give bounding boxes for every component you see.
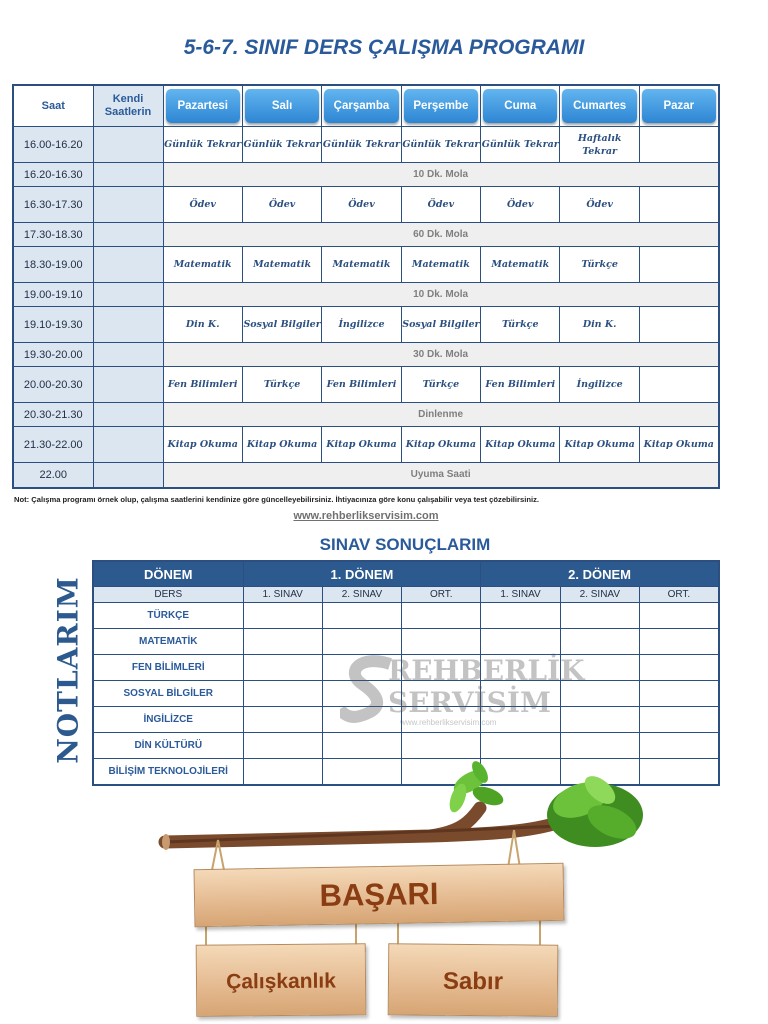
period-1-header: 1. DÖNEM (243, 561, 481, 587)
activity-cell: Matematik (481, 247, 560, 283)
activity-cell: Kitap Okuma (401, 427, 480, 463)
caliskanlik-sign-label: Çalışkanlık (226, 969, 336, 994)
subcol-header: 2. SINAV (560, 587, 639, 603)
break-cell: 60 Dk. Mola (163, 223, 719, 247)
activity-cell: Ödev (163, 187, 242, 223)
activity-cell: Matematik (242, 247, 321, 283)
activity-cell: Fen Bilimleri (481, 367, 560, 403)
time-cell: 22.00 (13, 463, 93, 488)
time-cell: 20.00-20.30 (13, 367, 93, 403)
subject-cell: İNGİLİZCE (93, 707, 243, 733)
day-header-carsamba: Çarşamba (324, 89, 398, 123)
time-cell: 16.30-17.30 (13, 187, 93, 223)
activity-cell: Haftalık Tekrar (560, 127, 639, 163)
day-header-persembe: Perşembe (404, 89, 478, 123)
activity-cell: Ödev (401, 187, 480, 223)
basari-sign-label: BAŞARI (319, 875, 439, 914)
break-cell: 10 Dk. Mola (163, 163, 719, 187)
ders-header: DERS (93, 587, 243, 603)
subcol-header: 1. SINAV (481, 587, 560, 603)
day-header-pazar: Pazar (642, 89, 716, 123)
activity-cell: Türkçe (481, 307, 560, 343)
activity-cell: Sosyal Bilgiler (242, 307, 321, 343)
watermark-url: www.rehberlikservisim.com (400, 718, 497, 727)
donem-header: DÖNEM (93, 561, 243, 587)
activity-cell: Kitap Okuma (163, 427, 242, 463)
activity-cell: Ödev (322, 187, 401, 223)
schedule-note: Not: Çalışma programı örnek olup, çalışma saatlerini kendinize göre güncelleyebilirsiniz. İhtiyacınıza göre konu çalışabilir veya test çözebilirsiniz. (14, 495, 539, 504)
activity-cell: Din K. (163, 307, 242, 343)
activity-cell: Ödev (481, 187, 560, 223)
time-cell: 19.10-19.30 (13, 307, 93, 343)
activity-cell: Günlük Tekrar (401, 127, 480, 163)
subject-cell: FEN BİLİMLERİ (93, 655, 243, 681)
activity-cell: Kitap Okuma (481, 427, 560, 463)
activity-cell: Ödev (560, 187, 639, 223)
activity-cell: Kitap Okuma (242, 427, 321, 463)
time-cell: 16.20-16.30 (13, 163, 93, 187)
activity-cell: Türkçe (242, 367, 321, 403)
activity-cell: Din K. (560, 307, 639, 343)
period-2-header: 2. DÖNEM (481, 561, 719, 587)
saat-header: Saat (13, 85, 93, 127)
activity-cell: İngilizce (560, 367, 639, 403)
activity-cell: Günlük Tekrar (481, 127, 560, 163)
activity-cell: Matematik (322, 247, 401, 283)
watermark-line2: SERVİSİM (388, 686, 551, 719)
break-cell: 30 Dk. Mola (163, 343, 719, 367)
page-title: 5-6-7. SINIF DERS ÇALIŞMA PROGRAMI (183, 36, 585, 59)
time-cell: 20.30-21.30 (13, 403, 93, 427)
activity-cell: Kitap Okuma (322, 427, 401, 463)
exam-title: SINAV SONUÇLARIM (319, 535, 491, 554)
time-cell: 19.30-20.00 (13, 343, 93, 367)
basari-sign (194, 863, 565, 927)
time-cell: 17.30-18.30 (13, 223, 93, 247)
watermark-line1: REHBERLİK (388, 654, 585, 687)
subcol-header: 1. SINAV (243, 587, 322, 603)
activity-cell: Günlük Tekrar (163, 127, 242, 163)
caliskanlik-sign (196, 943, 367, 1016)
activity-cell: Günlük Tekrar (322, 127, 401, 163)
subject-cell: TÜRKÇE (93, 603, 243, 629)
time-cell: 21.30-22.00 (13, 427, 93, 463)
subcol-header: 2. SINAV (322, 587, 401, 603)
activity-cell: Fen Bilimleri (322, 367, 401, 403)
subject-cell: MATEMATİK (93, 629, 243, 655)
activity-cell: Matematik (401, 247, 480, 283)
activity-cell: Türkçe (560, 247, 639, 283)
subcol-header: ORT. (402, 587, 481, 603)
activity-cell: Günlük Tekrar (242, 127, 321, 163)
notlarim-side-label: NOTLARIM (51, 576, 85, 764)
activity-cell: Ödev (242, 187, 321, 223)
sabir-sign (388, 943, 559, 1016)
activity-cell: Türkçe (401, 367, 480, 403)
activity-cell: Sosyal Bilgiler (401, 307, 480, 343)
break-cell: Dinlenme (163, 403, 719, 427)
activity-cell: Fen Bilimleri (163, 367, 242, 403)
leaf-cluster-right-icon (547, 771, 643, 847)
kendi-saatlerin-header: Kendi Saatlerin (93, 85, 163, 127)
activity-cell: Matematik (163, 247, 242, 283)
website-link[interactable]: www.rehberlikservisim.com (293, 510, 439, 522)
sabir-sign-label: Sabır (442, 967, 504, 996)
time-cell: 16.00-16.20 (13, 127, 93, 163)
activity-cell: İngilizce (322, 307, 401, 343)
subject-cell: DİN KÜLTÜRÜ (93, 733, 243, 759)
break-cell: Uyuma Saati (163, 463, 719, 488)
day-header-cumartesi: Cumartes (562, 89, 636, 123)
break-cell: 10 Dk. Mola (163, 283, 719, 307)
day-header-cuma: Cuma (483, 89, 557, 123)
subject-cell: SOSYAL BİLGİLER (93, 681, 243, 707)
day-header-pazartesi: Pazartesi (166, 89, 240, 123)
subcol-header: ORT. (639, 587, 718, 603)
time-cell: 19.00-19.10 (13, 283, 93, 307)
activity-cell: Kitap Okuma (560, 427, 639, 463)
time-cell: 18.30-19.00 (13, 247, 93, 283)
activity-cell: Kitap Okuma (639, 427, 718, 463)
day-header-sali: Salı (245, 89, 319, 123)
subject-cell: BİLİŞİM TEKNOLOJİLERİ (93, 759, 243, 786)
